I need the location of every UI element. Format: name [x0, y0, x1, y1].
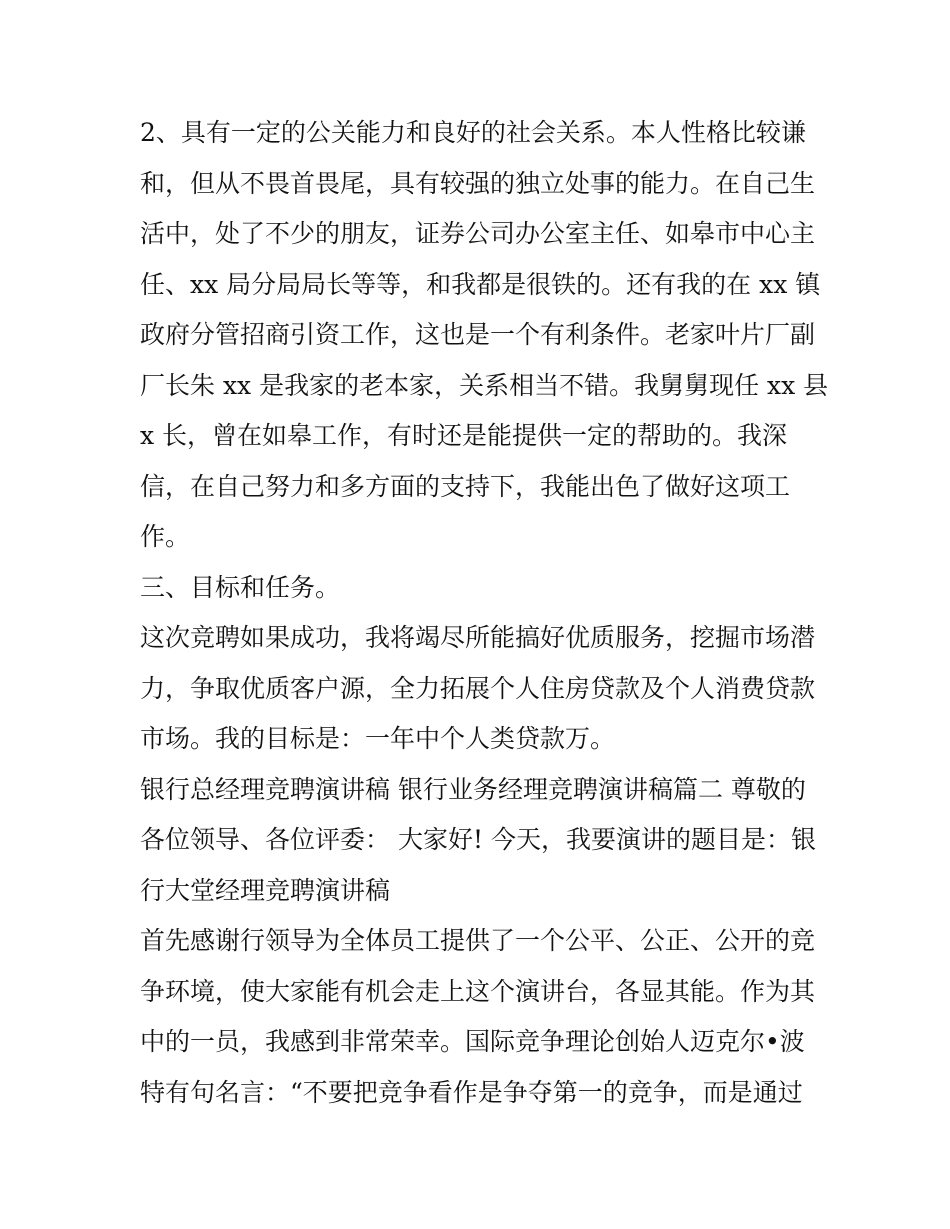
text-line: 活中，处了不少的朋友，证券公司办公室主任、如皋市中心主	[140, 219, 816, 248]
text-line: 银行总经理竞聘演讲稿 银行业务经理竞聘演讲稿篇二 尊敬的	[140, 774, 806, 804]
text-line: 争环境，使大家能有机会走上这个演讲台，各显其能。作为其	[140, 976, 816, 1006]
text-line: 行大堂经理竞聘演讲稿	[140, 875, 391, 905]
text-line: 和，但从不畏首畏尾，具有较强的独立处事的能力。在自己生	[140, 168, 816, 198]
text-line: 中的一员，我感到非常荣幸。国际竞争理论创始人迈克尔•波	[140, 1027, 805, 1056]
text-line: 力，争取优质客户源，全力拓展个人住房贷款及个人消费贷款	[140, 673, 816, 703]
text-line: 特有句名言：“不要把竞争看作是争夺第一的竞争，而是通过	[140, 1077, 803, 1107]
text-line: 任、xx 局分局局长等等，和我都是很铁的。还有我的在 xx 镇	[140, 269, 821, 299]
text-line: 这次竞聘如果成功，我将竭尽所能搞好优质服务，挖掘市场潜	[140, 623, 816, 652]
text-line: 2、具有一定的公关能力和良好的社会关系。本人性格比较谦	[140, 118, 806, 147]
text-line: 首先感谢行领导为全体员工提供了一个公平、公正、公开的竞	[140, 926, 816, 955]
text-line: x 长，曾在如皋工作，有时还是能提供一定的帮助的。我深	[140, 421, 788, 450]
text-line: 市场。我的目标是：一年中个人类贷款万。	[140, 724, 616, 753]
text-line: 各位领导、各位评委： 大家好! 今天，我要演讲的题目是：银	[140, 825, 816, 854]
text-line: 信，在自己努力和多方面的支持下，我能出色了做好这项工	[140, 471, 791, 501]
body-text	[140, 108, 829, 1118]
text-line: 作。	[140, 522, 191, 551]
text-line: 厂长朱 xx 是我家的老本家，关系相当不错。我舅舅现任 xx 县	[140, 370, 829, 400]
text-line: 政府分管招商引资工作，这也是一个有利条件。老家叶片厂副	[140, 320, 816, 349]
section-heading: 三、目标和任务。	[140, 572, 341, 602]
